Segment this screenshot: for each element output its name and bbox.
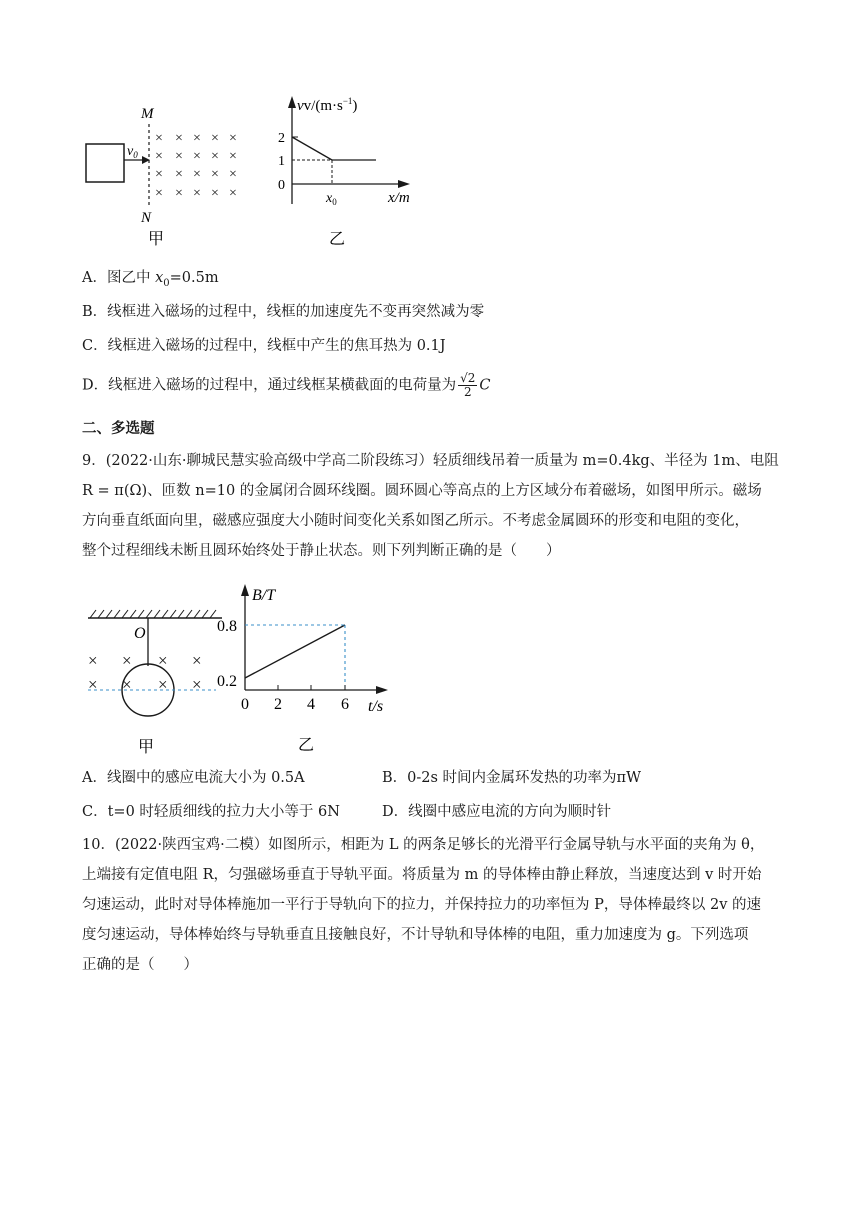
q8-option-a[interactable]: A．图乙中 $x_0=0.5m$ (82, 270, 219, 289)
svg-text:×: × (155, 167, 163, 182)
svg-text:×: × (155, 131, 163, 146)
ceiling-hatch (90, 610, 216, 618)
q9-line-4: 整个过程细线未断且圆环始终处于静止状态。则下列判断正确的是（ ） (82, 543, 561, 559)
q9-option-a[interactable]: A．线圈中的感应电流大小为 0.5A (82, 770, 305, 786)
label-m: M (141, 106, 154, 122)
svg-text:×: × (229, 167, 237, 182)
label-o: O (134, 625, 146, 642)
x-tick-0: 0 (241, 696, 249, 713)
svg-text:×: × (122, 675, 132, 694)
svg-text:×: × (211, 131, 219, 146)
y-tick-0: 0 (278, 178, 285, 193)
b-line (245, 625, 345, 678)
svg-text:×: × (211, 167, 219, 182)
svg-text:×: × (193, 131, 201, 146)
q8-figure-yi (270, 92, 430, 252)
q10-line-2: 上端接有定值电阻 R，匀强磁场垂直于导轨平面。将质量为 m 的导体棒由静止释放，当速度达到 v 时开始 (82, 867, 762, 883)
q8-option-c[interactable]: C．线框进入磁场的过程中，线框中产生的焦耳热为 0.1J (82, 338, 446, 354)
svg-text:×: × (158, 675, 168, 694)
q10-line-3: 匀速运动，此时对导体棒施加一平行于导轨向下的拉力，并保持拉力的功率恒为 P，导体棒最终以 2v 的速 (82, 897, 761, 913)
svg-text:×: × (211, 186, 219, 201)
x-tick-6: 6 (341, 696, 349, 713)
caption-yi: 乙 (298, 737, 315, 754)
y-tick-2: 2 (278, 131, 285, 146)
x-tick-2: 2 (274, 696, 282, 713)
svg-text:×: × (175, 167, 183, 182)
svg-text:×: × (175, 131, 183, 146)
svg-text:×: × (122, 651, 132, 670)
q8-figure-jia (80, 98, 250, 250)
caption-yi: 乙 (329, 231, 346, 248)
q9-option-d[interactable]: D．线圈中感应电流的方向为顺时针 (382, 804, 612, 820)
svg-text:×: × (229, 131, 237, 146)
svg-text:×: × (175, 149, 183, 164)
q9-figure-jia (82, 604, 227, 759)
svg-text:×: × (229, 149, 237, 164)
svg-text:×: × (211, 149, 219, 164)
svg-text:×: × (88, 651, 98, 670)
section-title: 二、多选题 (82, 421, 155, 437)
velocity-line-decreasing (292, 137, 332, 160)
y-tick-1: 1 (278, 154, 285, 169)
svg-text:×: × (229, 186, 237, 201)
x-tick-4: 4 (307, 696, 315, 713)
svg-text:×: × (193, 149, 201, 164)
caption-jia: 甲 (148, 231, 165, 248)
q9-line-1: 9．(2022·山东·聊城民慧实验高级中学高二阶段练习）轻质细线吊着一质量为 m=0.4kg、半径为 1m、电阻 (82, 453, 779, 469)
q9-stem (82, 446, 782, 566)
svg-text:×: × (155, 186, 163, 201)
square-frame (86, 144, 124, 182)
y-tick-08: 0.8 (217, 618, 237, 635)
x-axis-label: x/m (388, 190, 410, 206)
svg-text:×: × (175, 186, 183, 201)
label-n: N (141, 210, 152, 226)
x-axis-label: t/s (368, 698, 384, 715)
svg-text:×: × (193, 186, 201, 201)
label-v0: $v_0$ (127, 144, 138, 160)
q9-line-3: 方向垂直纸面向里，磁感应强度大小随时间变化关系如图乙所示。不考虑金属圆环的形变和电阻的变化， (82, 513, 749, 529)
y-axis-label: B/T (252, 587, 276, 604)
x-tick-x0: $x_0$ (326, 191, 337, 207)
q8-option-b[interactable]: B．线框进入磁场的过程中，线框的加速度先不变再突然减为零 (82, 304, 485, 320)
y-tick-02: 0.2 (217, 673, 237, 690)
q10-stem (82, 830, 782, 980)
y-axis-label: $vv/(m\cdot s^{-1})$ (297, 96, 358, 114)
svg-text:×: × (193, 167, 201, 182)
svg-text:×: × (192, 675, 202, 694)
caption-jia: 甲 (138, 739, 155, 756)
q9-option-c[interactable]: C．t=0 时轻质细线的拉力大小等于 6N (82, 804, 340, 820)
svg-text:×: × (88, 675, 98, 694)
magnetic-field-crosses (88, 651, 202, 694)
svg-text:×: × (155, 149, 163, 164)
magnetic-field-crosses (155, 131, 237, 201)
q8-option-d[interactable]: D．线框进入磁场的过程中，通过线框某横截面的电荷量为 $\frac{√2}{2}$ C (82, 371, 491, 399)
q10-line-1: 10．(2022·陕西宝鸡·二模）如图所示，相距为 L 的两条足够长的光滑平行金属导轨与水平面的夹角为 θ， (82, 837, 765, 853)
q9-line-2: R = π(Ω)、匝数 n=10 的金属闭合圆环线圈。圆环圆心等高点的上方区域分布着磁场，如图甲所示。磁场 (82, 483, 762, 499)
q10-line-4: 度匀速运动，导体棒始终与导轨垂直且接触良好，不计导轨和导体棒的电阻，重力加速度为 g。下列选项 (82, 927, 749, 943)
svg-text:×: × (192, 651, 202, 670)
q9-option-b[interactable]: B．0-2s 时间内金属环发热的功率为πW (382, 770, 641, 786)
svg-text:×: × (158, 651, 168, 670)
q9-figure-yi (212, 580, 397, 760)
q10-line-5: 正确的是（ ） (82, 957, 198, 973)
x-ticks (278, 685, 345, 690)
